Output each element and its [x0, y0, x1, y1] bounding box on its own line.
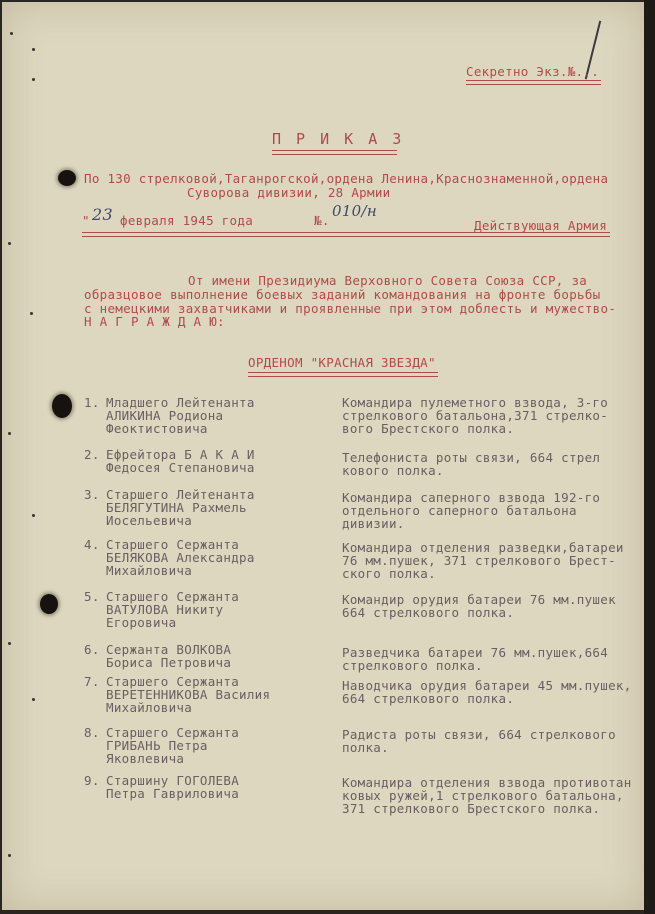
- entry-number: 6.: [84, 642, 100, 657]
- entry-role-line: Командира саперного взвода 192-го: [342, 490, 601, 505]
- entry-number: 8.: [84, 725, 100, 740]
- entry-role-line: Наводчика орудия батареи 45 мм.пушек,: [342, 678, 632, 693]
- entry-name-line: Михайловича: [106, 563, 193, 578]
- entry-role-line: Командира отделения разведки,батареи: [342, 540, 624, 555]
- entry-name-line: БЕЛЯКОВА Александра: [106, 550, 255, 565]
- entry-role-line: стрелкового полка.: [342, 658, 483, 673]
- entry-role-line: кового полка.: [342, 463, 444, 478]
- secret-mark: Секретно Экз.№...: [466, 64, 600, 79]
- punch-hole: [52, 394, 72, 418]
- army-label: Действующая Армия: [474, 218, 608, 233]
- entry-role-line: Командира отделения взвода противотан: [342, 775, 632, 790]
- entry-role-line: ковых ружей,1 стрелкового батальона,: [342, 788, 624, 803]
- entry-role-line: полка.: [342, 740, 389, 755]
- entry-name-line: Иосельевича: [106, 513, 193, 528]
- edge-mark: [32, 514, 35, 517]
- entry-number: 1.: [84, 395, 100, 410]
- punch-hole: [40, 594, 58, 614]
- entry-role-line: вого Брестского полка.: [342, 421, 515, 436]
- entry-name-line: Бориса Петровича: [106, 655, 232, 670]
- preamble-line-2: образцовое выполнение боевых заданий командования на фронте борьбы: [84, 287, 601, 302]
- entry-name-line: Михайловича: [106, 700, 193, 715]
- entry-name-line: Старшего Сержанта: [106, 589, 240, 604]
- entry-name-line: Федосея Степановича: [106, 460, 255, 475]
- edge-mark: [32, 78, 35, 81]
- edge-mark: [32, 48, 35, 51]
- entry-name-line: ВАТУЛОВА Никиту: [106, 602, 224, 617]
- order-number-handwritten: 010/н: [332, 202, 378, 220]
- entry-role-line: Разведчика батареи 76 мм.пушек,664: [342, 645, 609, 660]
- award-declaration: Н А Г Р А Ж Д А Ю:: [84, 314, 225, 329]
- entry-name-line: ГРИБАНЬ Петра: [106, 738, 208, 753]
- edge-mark: [10, 32, 13, 35]
- entry-name-line: Феоктистовича: [106, 421, 208, 436]
- entry-name-line: ВЕРЕТЕННИКОВА Василия: [106, 687, 271, 702]
- preamble-line-1: От имени Президиума Верховного Совета Союза ССР, за: [188, 273, 588, 288]
- entry-name-line: Яковлевича: [106, 751, 185, 766]
- entry-number: 2.: [84, 447, 100, 462]
- secret-underline: [466, 80, 601, 85]
- date-text: февраля 1945 года: [120, 213, 254, 228]
- unit-line-1: По 130 стрелковой,Таганрогской,ордена Ленина,Краснознаменной,ордена: [84, 171, 609, 186]
- punch-hole: [58, 170, 76, 186]
- preamble-line-3: с немецкими захватчиками и проявленные при этом доблесть и мужество-: [84, 301, 617, 316]
- entry-name-line: Младшего Лейтенанта: [106, 395, 255, 410]
- award-underline: [248, 372, 438, 377]
- edge-mark: [8, 242, 11, 245]
- entry-role-line: Радиста роты связи, 664 стрелкового: [342, 727, 616, 742]
- entry-role-line: 664 стрелкового полка.: [342, 691, 515, 706]
- entry-name-line: Сержанта ВОЛКОВА: [106, 642, 232, 657]
- entry-role-line: отдельного саперного батальона: [342, 503, 577, 518]
- edge-mark: [8, 642, 11, 645]
- award-heading: ОРДЕНОМ "КРАСНАЯ ЗВЕЗДА": [248, 355, 436, 370]
- entry-role-line: дивизии.: [342, 516, 405, 531]
- edge-mark: [30, 312, 33, 315]
- unit-line-2: Суворова дивизии, 28 Армии: [187, 185, 391, 200]
- entry-name-line: Старшего Сержанта: [106, 725, 240, 740]
- date-underline: [82, 232, 610, 237]
- entry-number: 9.: [84, 773, 100, 788]
- entry-role-line: Телефониста роты связи, 664 стрел: [342, 450, 601, 465]
- entry-name-line: Старшину ГОГОЛЕВА: [106, 773, 240, 788]
- document-sheet: [2, 2, 644, 910]
- entry-number: 7.: [84, 674, 100, 689]
- title-underline: [272, 150, 397, 155]
- entry-name-line: БЕЛЯГУТИНА Рахмель: [106, 500, 247, 515]
- scanner-edge: [644, 0, 655, 914]
- document-title: П Р И К А З: [272, 130, 405, 148]
- entry-role-line: 664 стрелкового полка.: [342, 605, 515, 620]
- entry-role-line: стрелкового батальона,371 стрелко-: [342, 408, 609, 423]
- date-quote: ": [82, 213, 90, 228]
- edge-mark: [32, 698, 35, 701]
- date-day-handwritten: 23: [92, 205, 113, 224]
- entry-role-line: Командир орудия батареи 76 мм.пушек: [342, 592, 616, 607]
- entry-number: 4.: [84, 537, 100, 552]
- entry-name-line: Петра Гавриловича: [106, 786, 240, 801]
- entry-name-line: Старшего Сержанта: [106, 537, 240, 552]
- order-number-prefix: №.: [314, 213, 330, 228]
- entry-number: 5.: [84, 589, 100, 604]
- entry-name-line: Егоровича: [106, 615, 177, 630]
- entry-name-line: Старшего Сержанта: [106, 674, 240, 689]
- entry-role-line: 76 мм.пушек, 371 стрелкового Брест-: [342, 553, 616, 568]
- entry-name-line: Ефрейтора Б А К А И: [106, 447, 255, 462]
- edge-mark: [8, 854, 11, 857]
- entry-number: 3.: [84, 487, 100, 502]
- entry-name-line: АЛИКИНА Родиона: [106, 408, 224, 423]
- entry-name-line: Старшего Лейтенанта: [106, 487, 255, 502]
- entry-role-line: Командира пулеметного взвода, 3-го: [342, 395, 609, 410]
- edge-mark: [8, 432, 11, 435]
- entry-role-line: 371 стрелкового Брестского полка.: [342, 801, 601, 816]
- entry-role-line: ского полка.: [342, 566, 436, 581]
